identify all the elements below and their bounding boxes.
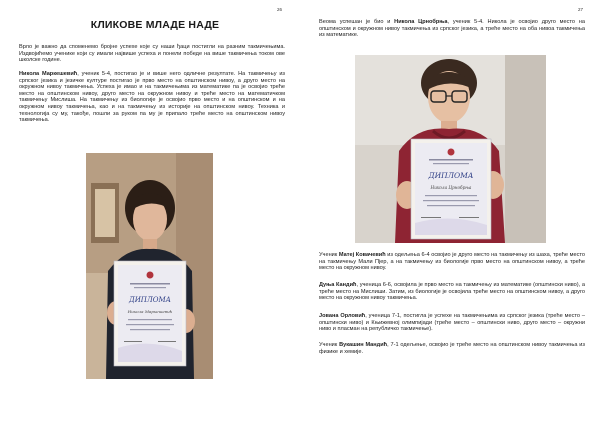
student2-name: Никола Црнобрња: [394, 19, 448, 25]
jovana-name: Јована Орловић: [319, 313, 366, 319]
jovana-paragraph: [319, 313, 585, 333]
diploma-name-right: Никола Црнобрња: [430, 185, 472, 190]
right-page: [300, 0, 600, 424]
student2-text: , ученик 5-4. Никола је освојио друго место на општинском и окружном нивоу такмичења из српског језика, а треће место на оба нивоа такмичења из математике.: [319, 19, 585, 39]
dunja-text: , ученица 6-6, освојила је прво место на такмичењу из математике (општински ниво), а треће место на Мислиши. Затим, из биологије је освојила треће место на општинском нивоу, а друго место на окружном нивоу такмичења.: [319, 282, 585, 302]
matej-name: Матеј Ковачевић: [338, 252, 386, 258]
student1-name: Никола Маркешевић: [19, 71, 78, 77]
dunja-paragraph: [319, 282, 585, 302]
vukasin-text: , 7-1 одељење, освојио је треће место на општинском нивоу такмичења из физике и хемије.: [319, 342, 585, 355]
vukasin-name: Вукашин Мандић: [339, 342, 388, 348]
student2-intro: Веома успешан је био и: [319, 19, 395, 25]
vukasin-paragraph: [319, 342, 585, 355]
student2-paragraph: [319, 19, 585, 39]
diploma-word-right: ДИПЛОМА: [428, 171, 474, 180]
student1-text: , ученик 5-4, постигао је и више него одличне резултате. На такмичењу из српског језика и језичке културе постигао је прво место на општинском нивоу, а друго место на окружном нивоу такмичења. Успеха је имао и на такмичењима из математике па је освојио треће место на општинском нивоу, друго место на окружном нивоу и треће место на математичком такмичењу Мислиша. На такмичењу из биологије је освојио прво место и на општинском и на окружном нивоу такмичења, као и на такмичењу из историје на општинском нивоу. Техника и технологија су му, такође, пошли за руком па му је припало треће место на општинском нивоу такмичења.: [19, 71, 286, 124]
dunja-name: Дуња Кандић: [319, 282, 357, 288]
matej-prefix: Ученик: [319, 252, 339, 258]
photo-student1: [86, 153, 213, 379]
intro-paragraph: [19, 44, 285, 64]
student1-paragraph: [19, 71, 285, 124]
matej-text: из одељења 6-4 освојио је друго место на такмичењу из шаха, треће место на такмичењу Мали Пјер, а на такмичењу из биологије прво место на општинском нивоу, а треће место на окружном нивоу.: [319, 252, 585, 272]
page-title: КЛИКОВЕ МЛАДЕ НАДЕ: [90, 19, 220, 31]
intro-text: Врло је важно да споменемо бројне успехе које су наши ђаци постигли на разним такмичењима. Издвојићемо ученике који су имали највише успеха и понели победе на више такмичења током ове школске године.: [19, 44, 285, 64]
photo-student2: [355, 55, 546, 243]
page-number-left: 26: [277, 7, 283, 12]
vukasin-prefix: Ученик: [319, 342, 340, 348]
matej-paragraph: [319, 252, 585, 272]
page-number-right: 27: [578, 7, 584, 12]
diploma-name-left: Никола Маркешевић: [127, 309, 173, 314]
jovana-text: , ученица 7-1, постигла је успехе на такмичењима из српског језика (треће место – општински ниво) и Књижевној олимпијади (треће место – општински ниво, друго место – окружни ниво и пласман на републичко такмичење).: [319, 313, 585, 333]
diploma-word-left: ДИПЛОМА: [129, 296, 171, 304]
